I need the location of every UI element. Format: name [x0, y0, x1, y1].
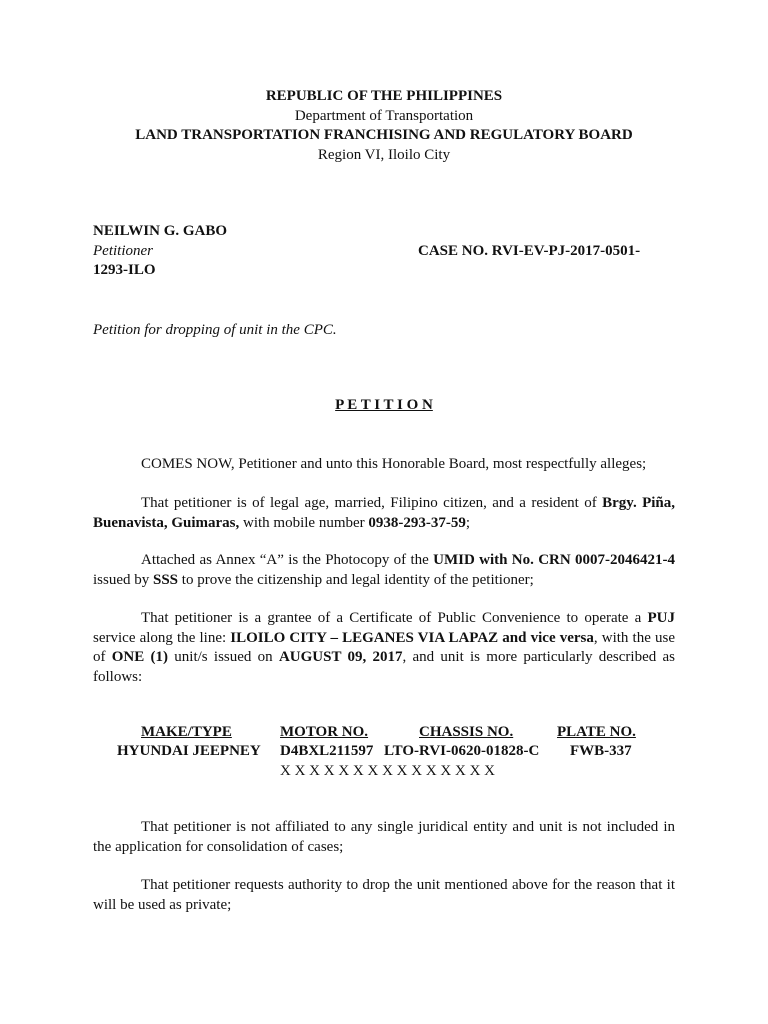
region-heading: Region VI, Iloilo City	[317, 146, 451, 163]
department-heading: Department of Transportation	[294, 107, 474, 124]
case-caption	[93, 222, 675, 281]
paragraph-residence: That petitioner is of legal age, married, Filipino citizen, and a resident of Brgy. Piña, Buenavista, Guimaras, with mobile number 0938-293-37-59;	[93, 495, 676, 531]
paragraph-annex: Attached as Annex “A” is the Photocopy of the UMID with No. CRN 0007-2046421-4 issued by SSS to prove the citizenship and legal identity of the petitioner;	[93, 552, 676, 588]
letterhead	[93, 87, 675, 165]
subject-line: Petition for dropping of unit in the CPC.	[93, 322, 337, 338]
republic-heading: REPUBLIC OF THE PHILIPPINES	[265, 88, 503, 104]
petitioner-name: NEILWIN G. GABO	[93, 223, 228, 239]
document-title: P E T I T I O N	[335, 397, 433, 413]
paragraph-request: That petitioner requests authority to drop the unit mentioned above for the reason that it will be used as private;	[93, 877, 675, 913]
paragraph-affiliation: That petitioner is not affiliated to any single juridical entity and unit is not included in the application for consolidation of cases;	[93, 819, 675, 855]
case-number: CASE NO. RVI-EV-PJ-2017-0501-	[418, 242, 641, 259]
paragraph-comes-now: COMES NOW, Petitioner and unto this Honorable Board, most respectfully alleges;	[141, 456, 647, 472]
board-heading: LAND TRANSPORTATION FRANCHISING AND REGULATORY BOARD	[135, 127, 633, 143]
petitioner-line	[93, 242, 675, 262]
paragraph-cpc: That petitioner is a grantee of a Certificate of Public Convenience to operate a PUJ service along the line: ILOILO CITY – LEGANES VIA LAPAZ and vice versa, with the use of ONE (1) unit/s issued on AUGUST 09, 2017, and unit is more particularly described as follows:	[93, 610, 675, 685]
case-number-cont: 1293-ILO	[93, 262, 156, 278]
petitioner-label: Petitioner	[93, 242, 153, 259]
